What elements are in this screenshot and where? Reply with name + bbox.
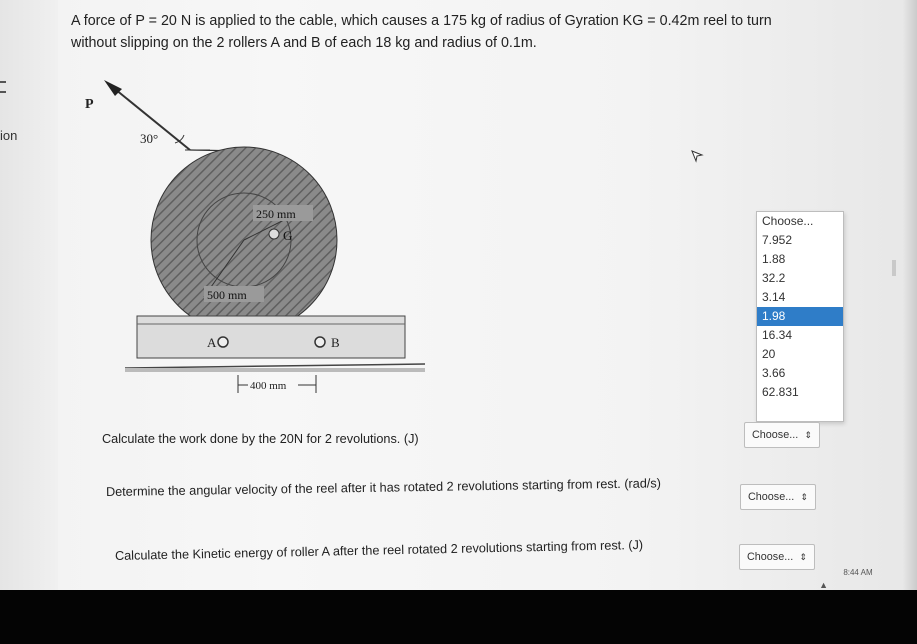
select-chevron-icon: ⇕ [804,430,812,440]
force-label: P [85,97,94,112]
dropdown-option[interactable]: 20 [762,347,776,361]
mouse-cursor-icon [690,149,704,163]
dropdown-option[interactable]: 1.88 [762,252,786,266]
dropdown-option[interactable]: 16.34 [762,328,793,342]
network-icon[interactable]: ▲ [819,580,828,590]
question-2-text: Determine the angular velocity of the reel after it has rotated 2 revolutions starting from rest. (rad/s) [105,476,662,499]
ground-fill [125,368,425,372]
angle-label: 30° [140,131,159,146]
question-1-select-value: Choose... [752,429,799,441]
dropdown-options-list[interactable] [756,211,844,422]
dropdown-option[interactable]: 3.66 [762,366,786,380]
center-label: G [283,228,293,243]
ground-line [125,364,425,368]
roller-b-label: B [331,335,340,350]
problem-statement [71,10,831,54]
question-3-select[interactable] [739,544,815,570]
question-1-select[interactable] [744,422,820,448]
left-sidebar-strip [0,0,58,590]
dropdown-option[interactable]: 32.2 [762,271,786,285]
roller-b [315,337,325,347]
scrollbar-thumb[interactable] [892,260,896,276]
reel-diagram [80,75,440,405]
select-chevron-icon: ⇕ [800,492,808,502]
outer-radius-label: 500 mm [207,288,247,302]
dropdown-option[interactable]: 3.14 [762,290,786,304]
dropdown-option[interactable]: 7.952 [762,233,793,247]
question-2-select-value: Choose... [748,491,795,503]
roller-a [218,337,228,347]
roller-a-label: A [207,335,217,350]
question-2-select[interactable] [740,484,816,510]
right-edge-shade [903,0,917,590]
taskbar-clock[interactable] [835,568,881,590]
inner-radius-label: 250 mm [256,207,296,221]
black-bottom-bar [0,590,917,644]
question-1-text: Calculate the work done by the 20N for 2 revolutions. (J) [102,432,419,446]
problem-line-2: without slipping on the 2 rollers A and B of each 18 kg and radius of 0.1m. [71,35,537,51]
reel-center-G [269,229,279,239]
dropdown-option[interactable]: 1.98 [757,307,843,326]
roller-base [137,316,405,358]
select-chevron-icon: ⇕ [799,552,807,562]
question-3-select-value: Choose... [747,551,794,563]
spacing-label: 400 mm [250,380,287,392]
question-3-text: Calculate the Kinetic energy of roller A after the reel rotated 2 revolutions starting from rest. (J) [114,537,644,563]
sidebar-partial-label[interactable]: ion [0,128,18,143]
dropdown-option[interactable]: Choose... [762,214,814,228]
taskbar-time: 8:44 AM [843,568,873,577]
menu-icon[interactable] [0,81,6,93]
dropdown-option[interactable]: 62.831 [762,385,799,399]
problem-line-1: A force of P = 20 N is applied to the cable, which causes a 175 kg of radius of Gyration KG = 0.42m reel to turn [71,13,772,29]
